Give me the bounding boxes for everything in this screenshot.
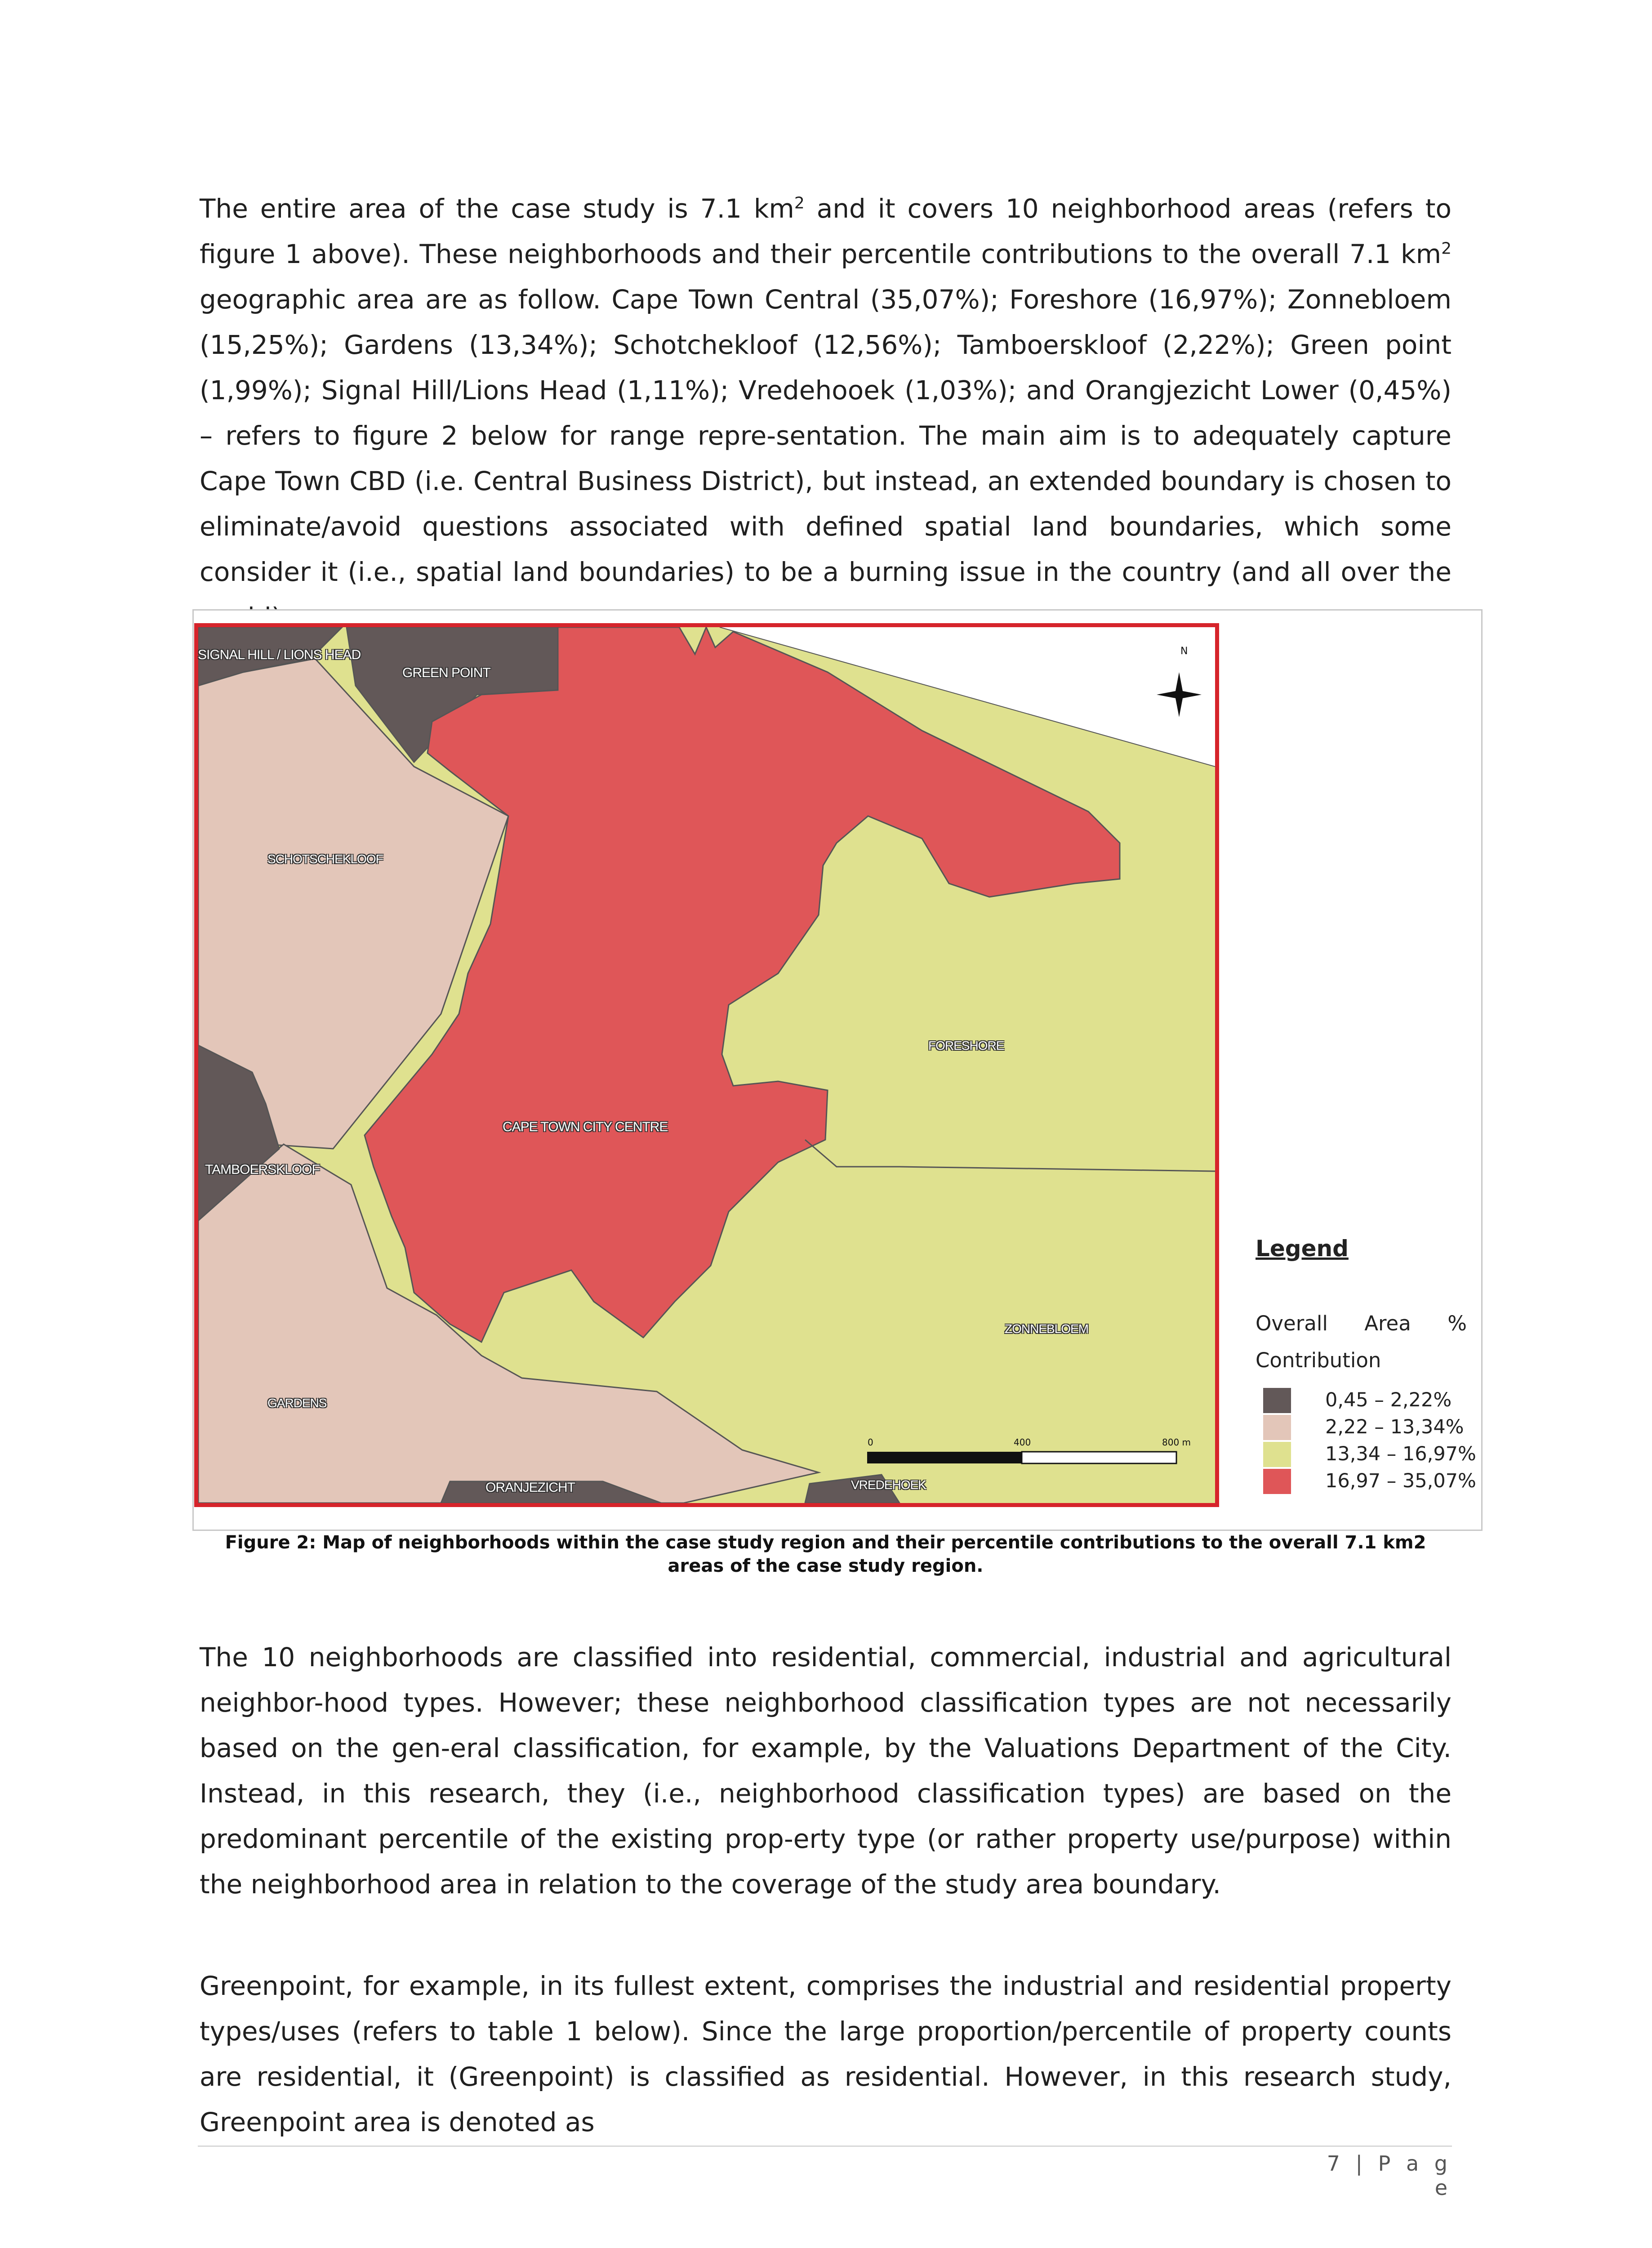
figure-caption: Figure 2: Map of neighborhoods within the case study region and their percentile contributions to the overall 7.1 km2 areas of the case study region.	[225, 1532, 1426, 1576]
map-label: TAMBOERSKLOOF	[205, 1162, 320, 1177]
paragraph-text: The entire area of the case study is 7.1 km	[200, 193, 794, 224]
legend-swatch	[1263, 1442, 1291, 1467]
north-label: N	[1180, 646, 1188, 657]
superscript: 2	[794, 194, 805, 213]
paragraph-intro	[200, 186, 1452, 640]
scale-bar-segment	[867, 1452, 1022, 1463]
superscript: 2	[1441, 239, 1452, 258]
legend-swatch	[1263, 1415, 1291, 1440]
paragraph-greenpoint: Greenpoint, for example, in its fullest extent, comprises the industrial and residential property types/uses (refers to table 1 below). Since the large proportion/percentile of property counts are residential, it (Greenpoint) is classified as residential. However, in this research study, Greenpoint area is denoted as	[200, 1971, 1452, 2137]
legend-subtitle-word: Overall	[1256, 1311, 1328, 1335]
scale-tick-label: 400	[1014, 1437, 1031, 1448]
legend-subtitle	[1256, 1311, 1467, 1335]
paragraph-text: and it covers 10 neighborhood areas (refers to figure 1 above). These neighborhoods and their percentile contributions to the overall 7.1 km	[200, 193, 1452, 269]
map-label: VREDEHOEK	[851, 1478, 926, 1492]
page-number: 7 | P a g e	[1327, 2151, 1452, 2200]
legend-label: 0,45 – 2,22%	[1325, 1389, 1452, 1411]
legend-title: Legend	[1256, 1236, 1349, 1262]
scale-bar-segment	[1022, 1452, 1176, 1463]
paragraph-text: geographic area are as follow. Cape Town Central (35,07%); Foreshore (16,97%); Zonnebloem (15,25%); Gardens (13,34%); Schotchekloof (12,56%); Tamboerskloof (2,22%); Green point (1,99%); Signal Hill/Lions Head (1,11%); Vredehooek (1,03%); and Orangjezicht Lower (0,45%) – refers to figure 2 below for range repre-sentation. The main aim is to adequately capture Cape Town CBD (i.e. Central Business District), but instead, an extended boundary is chosen to eliminate/avoid questions associated with defined spatial land boundaries, which some consider it (i.e., spatial land boundaries) to be a burning issue in the country (and all over the	[200, 284, 1452, 587]
legend-swatch	[1263, 1388, 1291, 1413]
legend-subtitle-word: %	[1447, 1311, 1467, 1335]
paragraph-classification: The 10 neighborhoods are classified into residential, commercial, industrial and agricultural neighbor-hood types. However; these neighborhood classification types are not necessarily based on the gen-eral classification, for example, by the Valuations Department of the City. Instead, in this research, they (i.e., neighborhood classification types) are based on the predominant percentile of the existing prop-erty type (or rather property use/purpose) within the neighborhood area in relation to the coverage of the study area boundary.	[200, 1642, 1452, 1900]
footer-divider	[198, 2145, 1452, 2147]
map-canvas	[198, 627, 1215, 1503]
map-label: CAPE TOWN CITY CENTRE	[503, 1120, 668, 1134]
scale-tick-label: 800 m	[1162, 1437, 1191, 1448]
legend-subtitle: Contribution	[1256, 1348, 1381, 1372]
map-label: ORANJEZICHT	[485, 1480, 575, 1495]
legend-label: 13,34 – 16,97%	[1325, 1443, 1476, 1465]
map-label: GREEN POINT	[402, 665, 490, 680]
map-label: SIGNAL HILL / LIONS HEAD	[198, 647, 361, 662]
map-label: FORESHORE	[928, 1039, 1004, 1053]
scale-tick-label: 0	[868, 1437, 873, 1448]
map-label: ZONNEBLOEM	[1005, 1322, 1089, 1336]
legend-subtitle-word: Area	[1364, 1311, 1411, 1335]
neighborhood-map	[194, 623, 1219, 1507]
map-label: SCHOTSCHEKLOOF	[267, 852, 383, 866]
legend-label: 16,97 – 35,07%	[1325, 1470, 1476, 1492]
legend-swatch	[1263, 1469, 1291, 1494]
legend-label: 2,22 – 13,34%	[1325, 1416, 1464, 1438]
map-label: GARDENS	[267, 1396, 327, 1410]
